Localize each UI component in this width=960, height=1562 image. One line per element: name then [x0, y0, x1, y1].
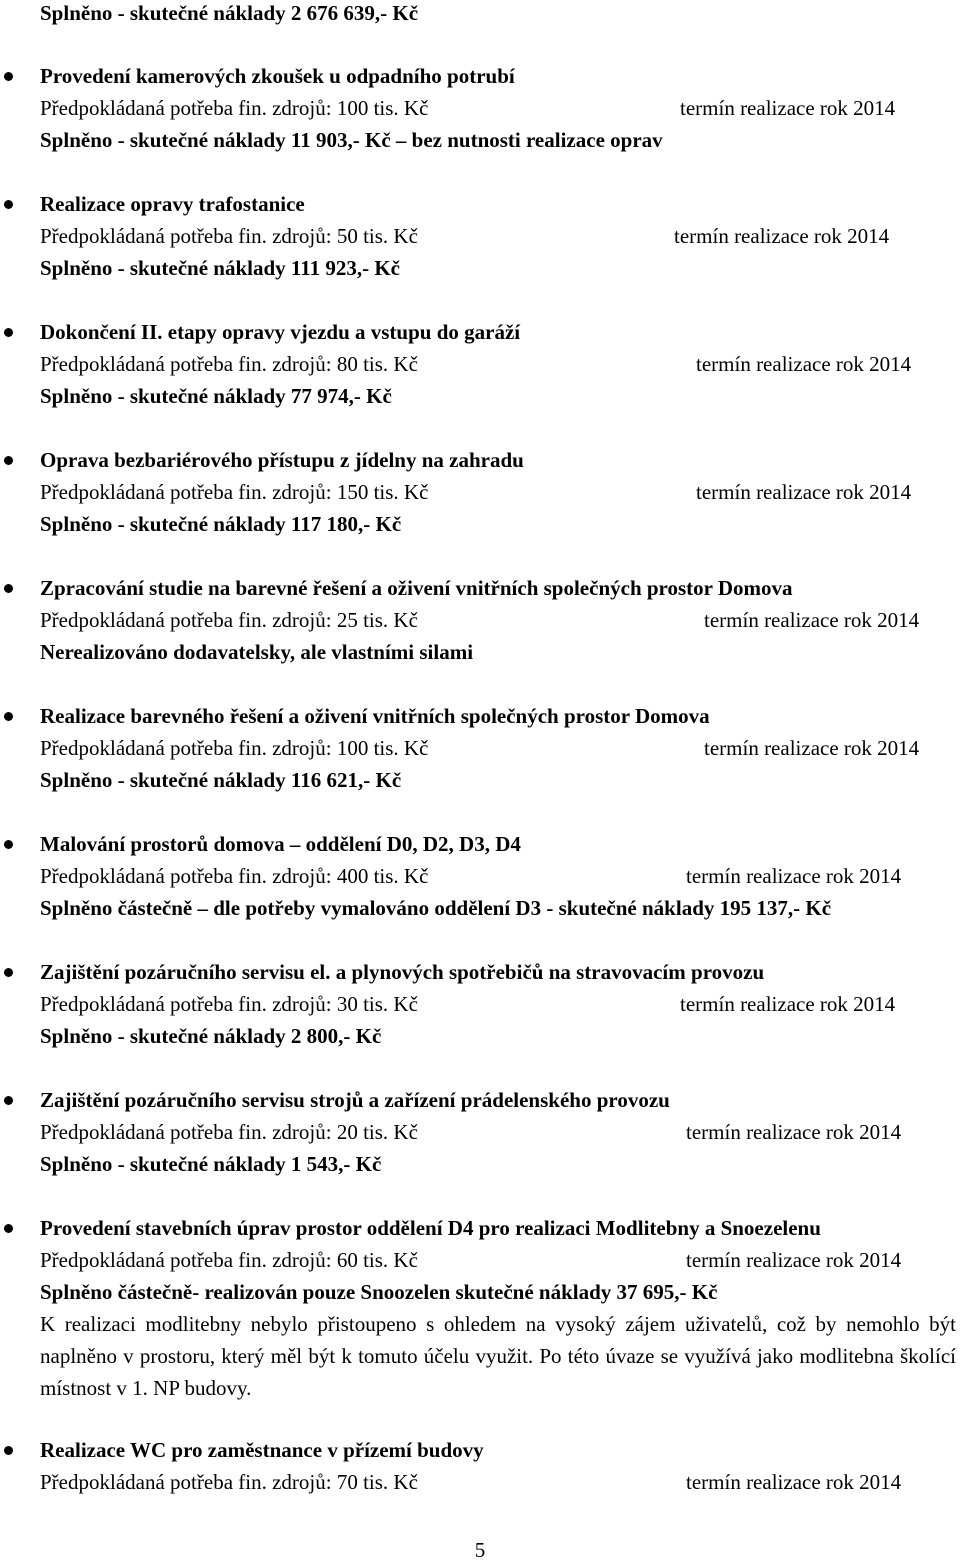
item-title: Realizace barevného řešení a oživení vnitřních společných prostor Domova: [40, 704, 710, 728]
item-term: termín realizace rok 2014: [686, 1470, 902, 1494]
bullet-icon: [4, 712, 13, 721]
item-title: Realizace opravy trafostanice: [40, 192, 305, 216]
item-funding: Předpokládaná potřeba fin. zdrojů: 70 tis. Kč: [40, 1470, 418, 1494]
item-term: termín realizace rok 2014: [680, 992, 896, 1016]
bullet-icon: [4, 456, 13, 465]
bullet-icon: [4, 1096, 13, 1105]
item-note-paragraph: K realizaci modlitebny nebylo přistoupeno s ohledem na vysoký zájem uživatelů, což by nemohlo být naplněno v prostoru, který měl být k tomuto účelu využit. Po této úvaze se využívá jako modlitebna školící místnost v 1. NP budovy.: [40, 1312, 956, 1400]
item-funding: Předpokládaná potřeba fin. zdrojů: 100 tis. Kč: [40, 96, 429, 120]
item-title: Zpracování studie na barevné řešení a oživení vnitřních společných prostor Domova: [40, 576, 793, 600]
item-title: Zajištění pozáručního servisu strojů a zařízení prádelenského provozu: [40, 1088, 670, 1112]
item-result: Splněno částečně – dle potřeby vymalováno oddělení D3 - skutečné náklady 195 137,- Kč: [40, 896, 832, 920]
item-title: Provedení kamerových zkoušek u odpadního potrubí: [40, 64, 515, 88]
bullet-icon: [4, 1446, 13, 1455]
item-title: Realizace WC pro zaměstnance v přízemí budovy: [40, 1438, 484, 1462]
item-funding: Předpokládaná potřeba fin. zdrojů: 30 tis. Kč: [40, 992, 418, 1016]
item-funding: Předpokládaná potřeba fin. zdrojů: 50 tis. Kč: [40, 224, 418, 248]
bullet-icon: [4, 584, 13, 593]
item-title: Zajištění pozáručního servisu el. a plynových spotřebičů na stravovacím provozu: [40, 960, 765, 984]
page-number: 5: [474, 1538, 486, 1562]
item-result: Splněno částečně- realizován pouze Snoozelen skutečné náklady 37 695,- Kč: [40, 1280, 718, 1304]
item-title: Dokončení II. etapy opravy vjezdu a vstupu do garáží: [40, 320, 521, 344]
item-funding: Předpokládaná potřeba fin. zdrojů: 80 tis. Kč: [40, 352, 418, 376]
item-funding: Předpokládaná potřeba fin. zdrojů: 100 tis. Kč: [40, 736, 429, 760]
item-result: Splněno - skutečné náklady 1 543,- Kč: [40, 1152, 382, 1176]
item-result: Splněno - skutečné náklady 111 923,- Kč: [40, 256, 400, 280]
bullet-icon: [4, 968, 13, 977]
bullet-icon: [4, 72, 13, 81]
item-result: Splněno - skutečné náklady 116 621,- Kč: [40, 768, 402, 792]
item-term: termín realizace rok 2014: [680, 96, 896, 120]
item-funding: Předpokládaná potřeba fin. zdrojů: 400 tis. Kč: [40, 864, 429, 888]
item-funding: Předpokládaná potřeba fin. zdrojů: 150 tis. Kč: [40, 480, 429, 504]
item-funding: Předpokládaná potřeba fin. zdrojů: 60 tis. Kč: [40, 1248, 418, 1272]
item-result: Splněno - skutečné náklady 77 974,- Kč: [40, 384, 392, 408]
item-title: Malování prostorů domova – oddělení D0, D2, D3, D4: [40, 832, 521, 856]
item-term: termín realizace rok 2014: [686, 1120, 902, 1144]
item-term: termín realizace rok 2014: [704, 608, 920, 632]
item-funding: Předpokládaná potřeba fin. zdrojů: 25 tis. Kč: [40, 608, 418, 632]
item-result: Splněno - skutečné náklady 2 800,- Kč: [40, 1024, 382, 1048]
item-term: termín realizace rok 2014: [704, 736, 920, 760]
top-result-line: Splněno - skutečné náklady 2 676 639,- Kč: [40, 1, 419, 25]
item-term: termín realizace rok 2014: [696, 352, 912, 376]
bullet-icon: [4, 840, 13, 849]
item-term: termín realizace rok 2014: [696, 480, 912, 504]
item-term: termín realizace rok 2014: [686, 1248, 902, 1272]
bullet-icon: [4, 200, 13, 209]
item-result: Splněno - skutečné náklady 11 903,- Kč – bez nutnosti realizace oprav: [40, 128, 663, 152]
bullet-icon: [4, 328, 13, 337]
item-funding: Předpokládaná potřeba fin. zdrojů: 20 tis. Kč: [40, 1120, 418, 1144]
item-term: termín realizace rok 2014: [674, 224, 890, 248]
item-result: Nerealizováno dodavatelsky, ale vlastními silami: [40, 640, 474, 664]
item-title: Provedení stavebních úprav prostor oddělení D4 pro realizaci Modlitebny a Snoezelenu: [40, 1216, 821, 1240]
item-title: Oprava bezbariérového přístupu z jídelny na zahradu: [40, 448, 524, 472]
item-term: termín realizace rok 2014: [686, 864, 902, 888]
item-result: Splněno - skutečné náklady 117 180,- Kč: [40, 512, 402, 536]
bullet-icon: [4, 1224, 13, 1233]
